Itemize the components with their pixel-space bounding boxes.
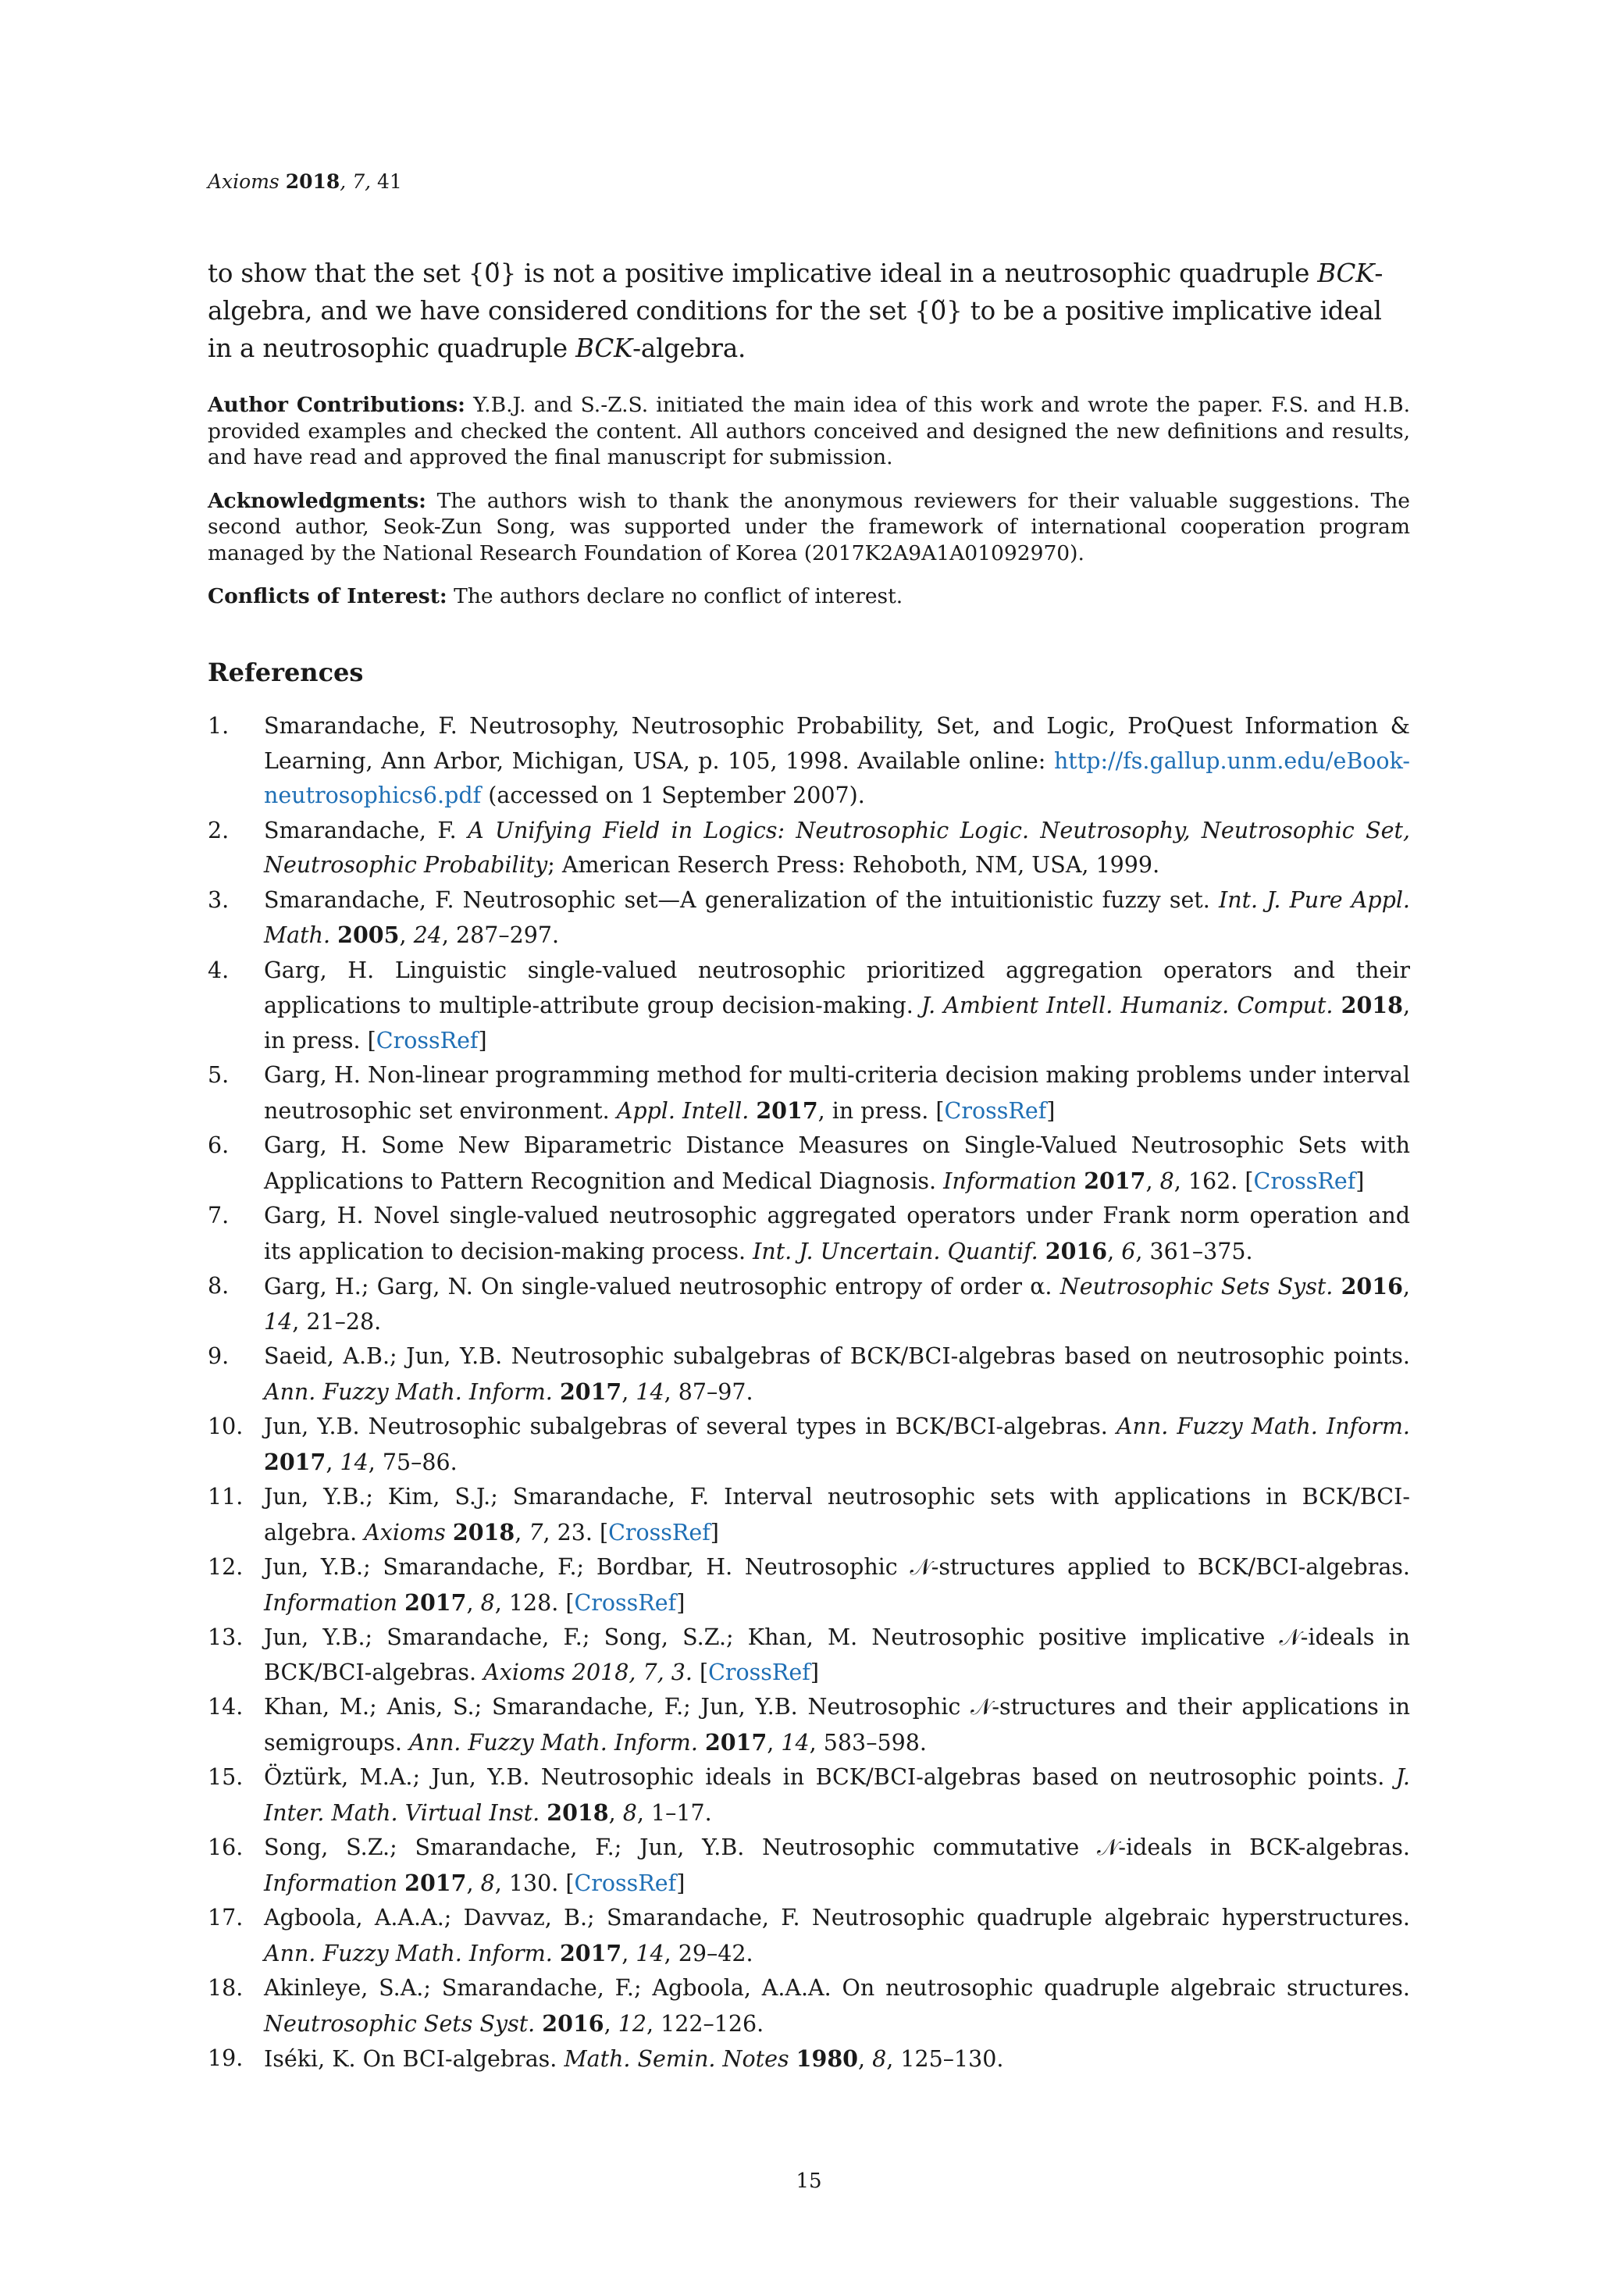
reference-source: Axioms xyxy=(364,1519,446,1546)
reference-number: 18. xyxy=(208,1975,244,2001)
reference-pages: , 125–130. xyxy=(886,2046,1004,2072)
reference-text: Akinleye, S.A.; Smarandache, F.; Agboola, A.A.A. On neutrosophic quadruple algebraic structures. xyxy=(264,1975,1410,2001)
reference-number: 10. xyxy=(208,1414,244,1439)
journal-year: 2018 xyxy=(285,170,340,193)
reference-volume: 14 xyxy=(636,1378,664,1405)
reference-text: Garg, H. Linguistic single-valued neutrosophic prioritized aggregation operators and their applications to multiple-attribute group decision-making. xyxy=(264,957,1410,1018)
reference-text: Garg, H. Non-linear programming method for multi-criteria decision making problems under interval neutrosophic set environment. xyxy=(264,1062,1410,1124)
reference-item xyxy=(208,814,1410,883)
acknowledgments-text: The authors wish to thank the anonymous reviewers for their valuable suggestions. The second author, Seok-Zun Song, was supported under the framework of international cooperation program managed by the National Research Foundation of Korea (2017K2A9A1A01092970). xyxy=(208,488,1410,565)
intro-paragraph xyxy=(208,255,1410,367)
reference-text: Saeid, A.B.; Jun, Y.B. Neutrosophic subalgebras of BCK/BCI-algebras based on neutrosophic points. xyxy=(264,1343,1410,1369)
reference-tail: ; American Reserch Press: Rehoboth, NM, USA, 1999. xyxy=(547,852,1160,878)
reference-year: 2005 xyxy=(337,922,400,948)
reference-year: 2018 xyxy=(547,1799,609,1826)
reference-number: 17. xyxy=(208,1905,244,1931)
reference-pages: , 162. [ xyxy=(1173,1168,1254,1194)
reference-source: Neutrosophic Sets Syst. xyxy=(1059,1274,1334,1300)
reference-number: 11. xyxy=(208,1484,244,1510)
reference-pages: [ xyxy=(692,1659,709,1685)
reference-year: 2017 xyxy=(404,1588,467,1616)
reference-number: 7. xyxy=(208,1203,230,1228)
reference-source: Neutrosophic Sets Syst. xyxy=(264,2010,536,2037)
reference-source: Ann. Fuzzy Math. Inform. xyxy=(1116,1414,1410,1439)
reference-list xyxy=(208,709,1410,2077)
reference-text: Iséki, K. On BCI-algebras. xyxy=(264,2046,564,2072)
author-contributions-label: Author Contributions: xyxy=(208,393,465,417)
reference-item: 16. Song, S.Z.; Smarandache, F.; Jun, Y.B. Neutrosophic commutative 𝒩-ideals in BCK-algebras. Information 2017, 8, 130. [CrossRef] xyxy=(208,1831,1410,1901)
reference-pages: , 87–97. xyxy=(664,1378,753,1405)
reference-text: Jun, Y.B. Neutrosophic subalgebras of several types in BCK/BCI-algebras. xyxy=(264,1414,1116,1439)
acknowledgments-label: Acknowledgments: xyxy=(208,488,426,513)
reference-source: A Unifying Field in Logics: Neutrosophic Logic. Neutrosophy, Neutrosophic Set, Neutrosophic Probability xyxy=(264,817,1410,878)
reference-number: 4. xyxy=(208,957,230,983)
journal-volume: 7 xyxy=(352,170,365,193)
intro-text-1: to show that the set {0̃} is not a positive implicative ideal in a neutrosophic quadruple xyxy=(208,258,1318,288)
reference-source: Ann. Fuzzy Math. Inform. xyxy=(264,1940,553,1966)
reference-text: Öztürk, M.A.; Jun, Y.B. Neutrosophic ideals in BCK/BCI-algebras based on neutrosophic points. xyxy=(264,1764,1396,1790)
reference-pages: , 287–297. xyxy=(441,922,560,948)
reference-item: 6. Garg, H. Some New Biparametric Distance Measures on Single-Valued Neutrosophic Sets with Applications to Pattern Recognition and Medical Diagnosis. Information 2017, 8, 162. [CrossRef] xyxy=(208,1128,1410,1199)
intro-text-3: -algebra. xyxy=(632,333,746,363)
reference-source: Axioms 2018, 7, 3. xyxy=(483,1659,693,1685)
reference-pages: , 122–126. xyxy=(646,2010,764,2037)
reference-pages: , 130. [ xyxy=(494,1870,575,1896)
reference-pages: , 583–598. xyxy=(809,1729,927,1756)
reference-number: 9. xyxy=(208,1343,230,1369)
reference-year: 2017 xyxy=(264,1448,326,1475)
reference-source: Information xyxy=(943,1168,1077,1194)
reference-volume: 8 xyxy=(1159,1168,1174,1194)
reference-item: 17. Agboola, A.A.A.; Davvaz, B.; Smarandache, F. Neutrosophic quadruple algebraic hyperstructures. Ann. Fuzzy Math. Inform. 2017, 14, 29–42. xyxy=(208,1901,1410,1971)
reference-end: ] xyxy=(676,1870,686,1896)
reference-pages: , in press. [ xyxy=(264,993,1410,1054)
running-head: Axioms 2018, 7, 41 xyxy=(208,170,402,193)
reference-year: 2016 xyxy=(542,2009,604,2037)
reference-pages: , 23. [ xyxy=(543,1519,609,1546)
page-number: 15 xyxy=(796,2169,822,2193)
reference-text: Garg, H. Novel single-valued neutrosophic aggregated operators under Frank norm operation and its application to decision-making process. xyxy=(264,1203,1410,1264)
reference-source: Ann. Fuzzy Math. Inform. xyxy=(409,1729,698,1756)
reference-year: 2017 xyxy=(756,1096,818,1124)
reference-volume: 8 xyxy=(480,1589,495,1616)
reference-text: Smarandache, F. Neutrosophic set—A generalization of the intuitionistic fuzzy set. xyxy=(264,886,1219,913)
reference-text: Smarandache, F. Neutrosophy, Neutrosophic Probability, Set, and Logic, ProQuest Information & Learning, Ann Arbor, Michigan, USA, p. 105, 1998. Available online: xyxy=(264,713,1410,774)
reference-pages: , 361–375. xyxy=(1135,1238,1253,1264)
reference-pages: , 29–42. xyxy=(664,1940,753,1966)
reference-end: ] xyxy=(1046,1097,1056,1124)
reference-source: Information xyxy=(264,1589,398,1616)
reference-url-link[interactable]: http://fs.gallup.unm.edu/eBook-neutrosophics6.pdf xyxy=(264,747,1410,808)
reference-text: Jun, Y.B.; Smarandache, F.; Bordbar, H. Neutrosophic 𝒩-structures applied to BCK/BCI-algebras. xyxy=(264,1554,1410,1580)
reference-source: Ann. Fuzzy Math. Inform. xyxy=(264,1378,553,1405)
reference-volume: 14 xyxy=(636,1940,664,1966)
reference-end: ] xyxy=(810,1659,819,1685)
conflicts-label: Conflicts of Interest: xyxy=(208,584,447,608)
reference-volume: 24 xyxy=(413,922,442,948)
reference-number: 16. xyxy=(208,1834,244,1860)
reference-item: 14. Khan, M.; Anis, S.; Smarandache, F.; Jun, Y.B. Neutrosophic 𝒩-structures and their applications in semigroups. Ann. Fuzzy Math. Inform. 2017, 14, 583–598. xyxy=(208,1690,1410,1760)
references-heading: References xyxy=(208,658,364,687)
reference-item: 18. Akinleye, S.A.; Smarandache, F.; Agboola, A.A.A. On neutrosophic quadruple algebraic structures. Neutrosophic Sets Syst. 2016, 12, 122–126. xyxy=(208,1971,1410,2041)
reference-end: ] xyxy=(676,1589,686,1616)
reference-item: 7. Garg, H. Novel single-valued neutrosophic aggregated operators under Frank norm operation and its application to decision-making process. Int. J. Uncertain. Quantif. 2016, 6, 361–375. xyxy=(208,1199,1410,1269)
reference-volume: 8 xyxy=(622,1799,637,1826)
reference-item xyxy=(208,1620,1410,1690)
reference-year: 2017 xyxy=(559,1939,622,1966)
intro-text-2: -algebra, and we have considered conditions for the set {0̃} to be a positive implicative ideal in a neutrosophic quadruple xyxy=(208,258,1384,363)
reference-number: 12. xyxy=(208,1554,244,1580)
reference-year: 2017 xyxy=(1084,1167,1146,1194)
reference-source: J. Inter. Math. Virtual Inst. xyxy=(264,1764,1410,1826)
reference-volume: 14 xyxy=(340,1449,369,1475)
reference-year: 1980 xyxy=(796,2045,858,2072)
reference-number: 6. xyxy=(208,1132,230,1158)
reference-pages: , 75–86. xyxy=(368,1449,458,1475)
reference-item: 9. Saeid, A.B.; Jun, Y.B. Neutrosophic subalgebras of BCK/BCI-algebras based on neutrosophic points. Ann. Fuzzy Math. Inform. 2017, 14, 87–97. xyxy=(208,1339,1410,1410)
reference-number: 5. xyxy=(208,1062,230,1088)
reference-pages: , in press. [ xyxy=(817,1097,945,1124)
acknowledgments xyxy=(208,488,1410,567)
reference-year: 2016 xyxy=(1341,1273,1403,1300)
intro-bck-2: BCK xyxy=(575,333,633,363)
reference-text: Garg, H.; Garg, N. On single-valued neutrosophic entropy of order α. xyxy=(264,1274,1060,1300)
reference-item: 8. Garg, H.; Garg, N. On single-valued neutrosophic entropy of order α. Neutrosophic Sets Syst. 2016, 14, 21–28. xyxy=(208,1269,1410,1339)
reference-number: 2. xyxy=(208,817,230,843)
reference-number: 14. xyxy=(208,1694,244,1720)
crossref-link[interactable]: CrossRef xyxy=(574,1870,677,1896)
crossref-link[interactable]: CrossRef xyxy=(708,1659,810,1685)
reference-source: J. Ambient Intell. Humaniz. Comput. xyxy=(921,993,1334,1018)
reference-item: 10. Jun, Y.B. Neutrosophic subalgebras of several types in BCK/BCI-algebras. Ann. Fuzzy Math. Inform. 2017, 14, 75–86. xyxy=(208,1410,1410,1480)
reference-year: 2018 xyxy=(1341,992,1403,1018)
reference-source: Math. Semin. Notes xyxy=(564,2046,789,2072)
reference-item: 15. Öztürk, M.A.; Jun, Y.B. Neutrosophic ideals in BCK/BCI-algebras based on neutrosophic points. J. Inter. Math. Virtual Inst. 2018, 8, 1–17. xyxy=(208,1760,1410,1831)
reference-number: 8. xyxy=(208,1273,230,1299)
reference-source: Int. J. Pure Appl. Math. xyxy=(264,886,1410,948)
reference-item: 11. Jun, Y.B.; Kim, S.J.; Smarandache, F. Interval neutrosophic sets with applications in BCK/BCI-algebra. Axioms 2018, 7, 23. [CrossRef] xyxy=(208,1480,1410,1550)
reference-pages: , 21–28. xyxy=(292,1308,382,1335)
reference-volume: 14 xyxy=(781,1729,810,1756)
reference-text: Garg, H. Some New Biparametric Distance Measures on Single-Valued Neutrosophic Sets with Applications to Pattern Recognition and Medical Diagnosis. xyxy=(264,1132,1410,1194)
reference-source: Information xyxy=(264,1870,398,1896)
reference-year: 2018 xyxy=(452,1518,515,1546)
reference-item xyxy=(208,1058,1410,1128)
reference-text: Khan, M.; Anis, S.; Smarandache, F.; Jun, Y.B. Neutrosophic 𝒩-structures and their applications in semigroups. xyxy=(264,1694,1410,1756)
reference-source: Int. J. Uncertain. Quantif. xyxy=(753,1238,1038,1264)
reference-number: 3. xyxy=(208,886,230,913)
reference-tail: (accessed on 1 September 2007). xyxy=(481,783,865,808)
back-matter xyxy=(208,392,1410,627)
reference-number: 13. xyxy=(208,1624,244,1650)
document-page xyxy=(208,0,1410,2296)
reference-volume: 7 xyxy=(529,1519,543,1546)
reference-item: 3. Smarandache, F. Neutrosophic set—A generalization of the intuitionistic fuzzy set. Int. J. Pure Appl. Math. 2005, 24, 287–297. xyxy=(208,883,1410,954)
article-number: 41 xyxy=(377,170,402,193)
reference-volume: 12 xyxy=(618,2010,646,2037)
reference-volume: 14 xyxy=(264,1308,293,1335)
crossref-link[interactable]: CrossRef xyxy=(944,1097,1047,1124)
author-contributions-text: Y.B.J. and S.-Z.S. initiated the main idea of this work and wrote the paper. F.S. and H.B. provided examples and checked the content. All authors conceived and designed the new definitions and results, and have read and approved the final manuscript for submission. xyxy=(208,393,1411,469)
reference-source: Appl. Intell. xyxy=(616,1097,750,1124)
reference-volume: 6 xyxy=(1121,1238,1136,1264)
reference-end: ] xyxy=(478,1027,487,1054)
crossref-link[interactable]: CrossRef xyxy=(376,1027,479,1054)
conflicts-text: The authors declare no conflict of interest. xyxy=(447,584,903,608)
reference-item: 19. Iséki, K. On BCI-algebras. Math. Semin. Notes 1980, 8, 125–130. xyxy=(208,2041,1410,2077)
reference-end: ] xyxy=(710,1519,719,1546)
reference-text: Jun, Y.B.; Kim, S.J.; Smarandache, F. Interval neutrosophic sets with applications in BCK/BCI-algebra. xyxy=(264,1484,1410,1546)
reference-number: 15. xyxy=(208,1764,244,1790)
reference-item xyxy=(208,954,1410,1059)
reference-number: 1. xyxy=(208,713,230,739)
reference-item xyxy=(208,709,1410,814)
crossref-link[interactable]: CrossRef xyxy=(574,1589,677,1616)
reference-end: ] xyxy=(1355,1168,1365,1194)
intro-bck-1: BCK xyxy=(1317,258,1375,288)
reference-year: 2016 xyxy=(1045,1237,1108,1264)
reference-text: Smarandache, F. xyxy=(264,817,468,843)
reference-number: 19. xyxy=(208,2045,244,2071)
reference-text: Agboola, A.A.A.; Davvaz, B.; Smarandache, F. Neutrosophic quadruple algebraic hyperstructures. xyxy=(264,1905,1410,1931)
reference-text: Jun, Y.B.; Smarandache, F.; Song, S.Z.; Khan, M. Neutrosophic positive implicative 𝒩-ideals in BCK/BCI-algebras. xyxy=(264,1624,1410,1685)
author-contributions xyxy=(208,392,1410,471)
conflicts-of-interest xyxy=(208,583,1410,610)
reference-text: Song, S.Z.; Smarandache, F.; Jun, Y.B. Neutrosophic commutative 𝒩-ideals in BCK-algebras. xyxy=(264,1834,1410,1860)
crossref-link[interactable]: CrossRef xyxy=(1253,1168,1356,1194)
journal-name: Axioms xyxy=(208,170,280,193)
reference-pages: , 1–17. xyxy=(636,1799,712,1826)
reference-pages: , 128. [ xyxy=(494,1589,575,1616)
reference-year: 2017 xyxy=(704,1728,767,1756)
reference-year: 2017 xyxy=(404,1869,467,1896)
reference-item: 12. Jun, Y.B.; Smarandache, F.; Bordbar, H. Neutrosophic 𝒩-structures applied to BCK/BCI-algebras. Information 2017, 8, 128. [CrossRef] xyxy=(208,1550,1410,1620)
reference-year: 2017 xyxy=(559,1378,622,1405)
reference-volume: 8 xyxy=(480,1870,495,1896)
crossref-link[interactable]: CrossRef xyxy=(608,1519,710,1546)
reference-volume: 8 xyxy=(872,2046,887,2072)
